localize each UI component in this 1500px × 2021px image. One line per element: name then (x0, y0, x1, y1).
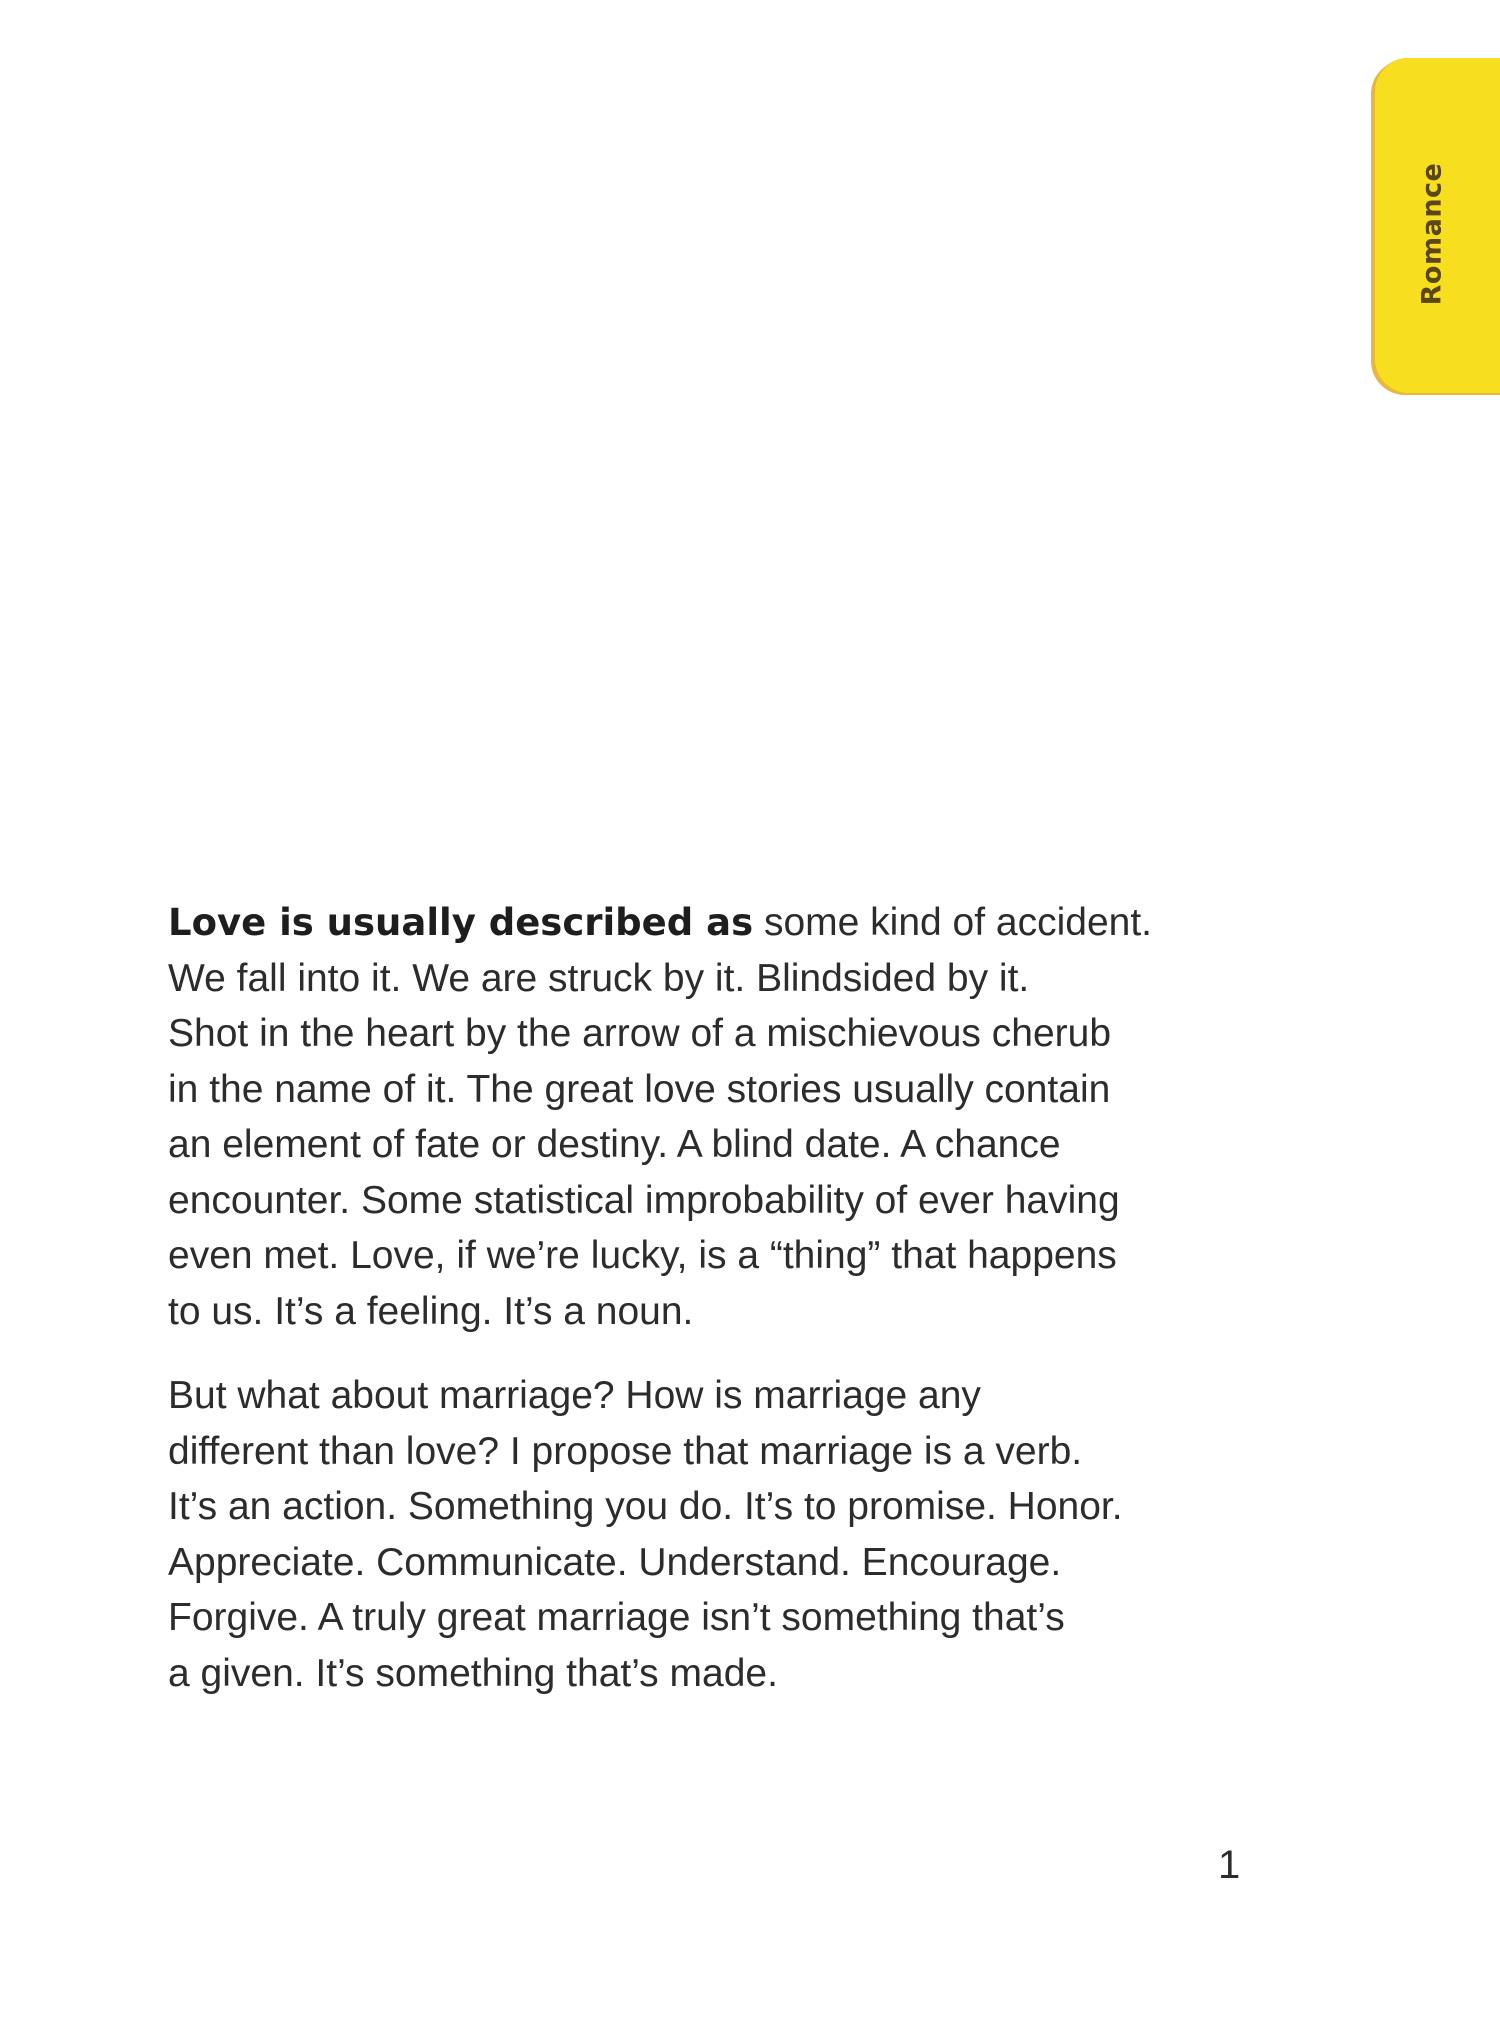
chapter-tab-label: Romance (1416, 162, 1448, 306)
paragraph-2: But what about marriage? How is marriage any different than love? I propose that marriage is a verb. It’s an action. Something you do. It’s to promise. Honor. Appreciate. Communicate. Understand. Encourage. Forgive. A truly great marriage isn’t something that’s a given. It’s something that’s made. (168, 1374, 1123, 1695)
body-text (168, 895, 1258, 1701)
lead-in: Love is usually described as (168, 901, 754, 944)
paragraph-1-text: some kind of accident. We fall into it. We are struck by it. Blindsided by it. Shot in the heart by the arrow of a mischievous cherub in the name of it. The great love stories usually contain an element of fate or destiny. A blind date. A chance encounter. Some statistical improbability of ever having even met. Love, if we’re lucky, is a “thing” that happens to us. It’s a feeling. It’s a noun. (168, 901, 1152, 1333)
page-number: 1 (1218, 1843, 1241, 1887)
paragraph-1 (168, 895, 1258, 1339)
